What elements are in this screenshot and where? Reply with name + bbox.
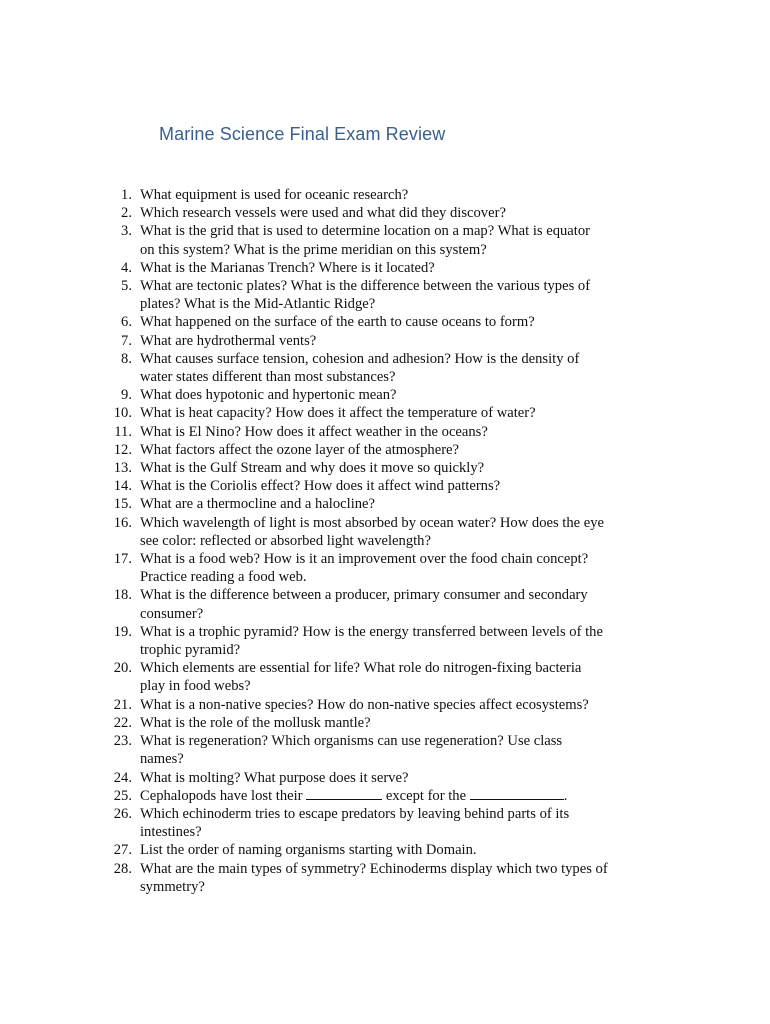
question-text: What is a non-native species? How do non-native species affect ecosystems? bbox=[140, 696, 589, 713]
question-number: 20. bbox=[113, 660, 132, 677]
question-text: Which wavelength of light is most absorbed by ocean water? How does the eye see color: reflected or absorbed light wavelength? bbox=[140, 514, 605, 549]
question-text: What is regeneration? Which organisms can use regeneration? Use class names? bbox=[140, 733, 563, 768]
question-text: Which elements are essential for life? What role do nitrogen-fixing bacteria play in food webs? bbox=[140, 660, 582, 695]
question-number: 21. bbox=[113, 696, 132, 713]
fill-in-blank bbox=[470, 787, 564, 800]
question-text: What causes surface tension, cohesion and adhesion? How is the density of water states different than most substances? bbox=[140, 350, 580, 386]
question-text: What equipment is used for oceanic research? bbox=[140, 187, 409, 203]
question-text: Which research vessels were used and what did they discover? bbox=[140, 205, 506, 222]
question-number: 6. bbox=[121, 314, 132, 331]
question-text-part: Cephalopods have lost their bbox=[140, 787, 307, 804]
question-number: 19. bbox=[113, 623, 132, 640]
question-list bbox=[108, 186, 668, 896]
question-number: 24. bbox=[113, 769, 132, 786]
question-item bbox=[108, 350, 668, 386]
question-text: What is heat capacity? How does it affect the temperature of water? bbox=[140, 405, 536, 422]
question-number: 22. bbox=[113, 714, 132, 731]
question-text: What is molting? What purpose does it serve? bbox=[140, 769, 409, 786]
question-item bbox=[108, 769, 668, 787]
question-text: List the order of naming organisms starting with Domain. bbox=[140, 842, 477, 859]
question-item bbox=[108, 586, 668, 622]
question-number: 11. bbox=[114, 423, 132, 440]
question-item bbox=[108, 550, 668, 586]
question-item bbox=[108, 459, 668, 477]
question-text: What is the Gulf Stream and why does it move so quickly? bbox=[140, 460, 485, 477]
question-number: 5. bbox=[121, 278, 132, 295]
question-text: What are hydrothermal vents? bbox=[140, 332, 317, 349]
question-number: 16. bbox=[113, 514, 132, 531]
question-number: 15. bbox=[113, 496, 132, 513]
question-text: What happened on the surface of the earth to cause oceans to form? bbox=[140, 314, 535, 331]
question-number: 25. bbox=[113, 787, 132, 804]
question-number: 10. bbox=[113, 405, 132, 422]
question-number: 1. bbox=[121, 187, 132, 203]
question-text: What are the main types of symmetry? Echinoderms display which two types of symmetry? bbox=[140, 860, 608, 895]
question-text: What is the grid that is used to determine location on a map? What is equator on this system? What is the prime meridian on this system? bbox=[140, 223, 590, 258]
question-text: What is the role of the mollusk mantle? bbox=[140, 714, 371, 731]
question-item bbox=[108, 495, 668, 513]
question-item bbox=[108, 441, 668, 459]
question-item bbox=[108, 860, 668, 896]
question-text: What is the Coriolis effect? How does it affect wind patterns? bbox=[140, 478, 501, 495]
question-item bbox=[108, 259, 668, 277]
question-number: 14. bbox=[113, 478, 132, 495]
question-number: 8. bbox=[121, 350, 132, 367]
question-item bbox=[108, 204, 668, 222]
question-number: 17. bbox=[113, 551, 132, 568]
question-text: What is El Nino? How does it affect weather in the oceans? bbox=[140, 423, 488, 440]
question-text: What does hypotonic and hypertonic mean? bbox=[140, 387, 397, 404]
question-item bbox=[108, 696, 668, 714]
question-item bbox=[108, 659, 668, 695]
question-item bbox=[108, 277, 668, 313]
fill-in-blank bbox=[306, 787, 382, 800]
question-text bbox=[140, 787, 668, 805]
question-number: 26. bbox=[113, 805, 132, 822]
question-item bbox=[108, 423, 668, 441]
question-text: What is the Marianas Trench? Where is it located? bbox=[140, 259, 435, 276]
question-number: 28. bbox=[113, 860, 132, 877]
question-text-part: except for the bbox=[382, 787, 470, 804]
question-item bbox=[108, 313, 668, 331]
question-text: What are tectonic plates? What is the difference between the various types of plates? What is the Mid-Atlantic Ridge? bbox=[140, 278, 591, 313]
question-item bbox=[108, 714, 668, 732]
question-number: 2. bbox=[121, 205, 132, 222]
question-item bbox=[108, 222, 668, 258]
question-item bbox=[108, 514, 668, 550]
question-text: What is a food web? How is it an improvement over the food chain concept? Practice reading a food web. bbox=[140, 551, 589, 586]
question-item bbox=[108, 386, 668, 404]
question-item bbox=[108, 623, 668, 659]
question-number: 7. bbox=[121, 332, 132, 349]
question-item bbox=[108, 841, 668, 859]
question-text: What is the difference between a producer, primary consumer and secondary consumer? bbox=[140, 587, 588, 622]
question-item bbox=[108, 732, 668, 768]
question-text: What are a thermocline and a halocline? bbox=[140, 496, 375, 513]
question-item bbox=[108, 186, 668, 204]
question-item bbox=[108, 477, 668, 495]
question-text: What is a trophic pyramid? How is the energy transferred between levels of the trophic pyramid? bbox=[140, 623, 603, 659]
question-text: Which echinoderm tries to escape predators by leaving behind parts of its intestines? bbox=[140, 805, 570, 841]
question-item bbox=[108, 787, 668, 805]
question-number: 23. bbox=[113, 733, 132, 750]
question-text-part: . bbox=[563, 787, 568, 804]
question-number: 9. bbox=[121, 387, 132, 404]
question-text: What factors affect the ozone layer of the atmosphere? bbox=[140, 441, 460, 458]
question-number: 3. bbox=[121, 223, 132, 240]
question-item bbox=[108, 332, 668, 350]
question-number: 27. bbox=[113, 842, 132, 859]
question-number: 13. bbox=[113, 460, 132, 477]
question-item bbox=[108, 805, 668, 841]
question-number: 4. bbox=[121, 259, 132, 276]
document-title: Marine Science Final Exam Review bbox=[159, 124, 446, 144]
question-item bbox=[108, 404, 668, 422]
question-number: 12. bbox=[113, 441, 132, 458]
question-number: 18. bbox=[113, 587, 132, 604]
